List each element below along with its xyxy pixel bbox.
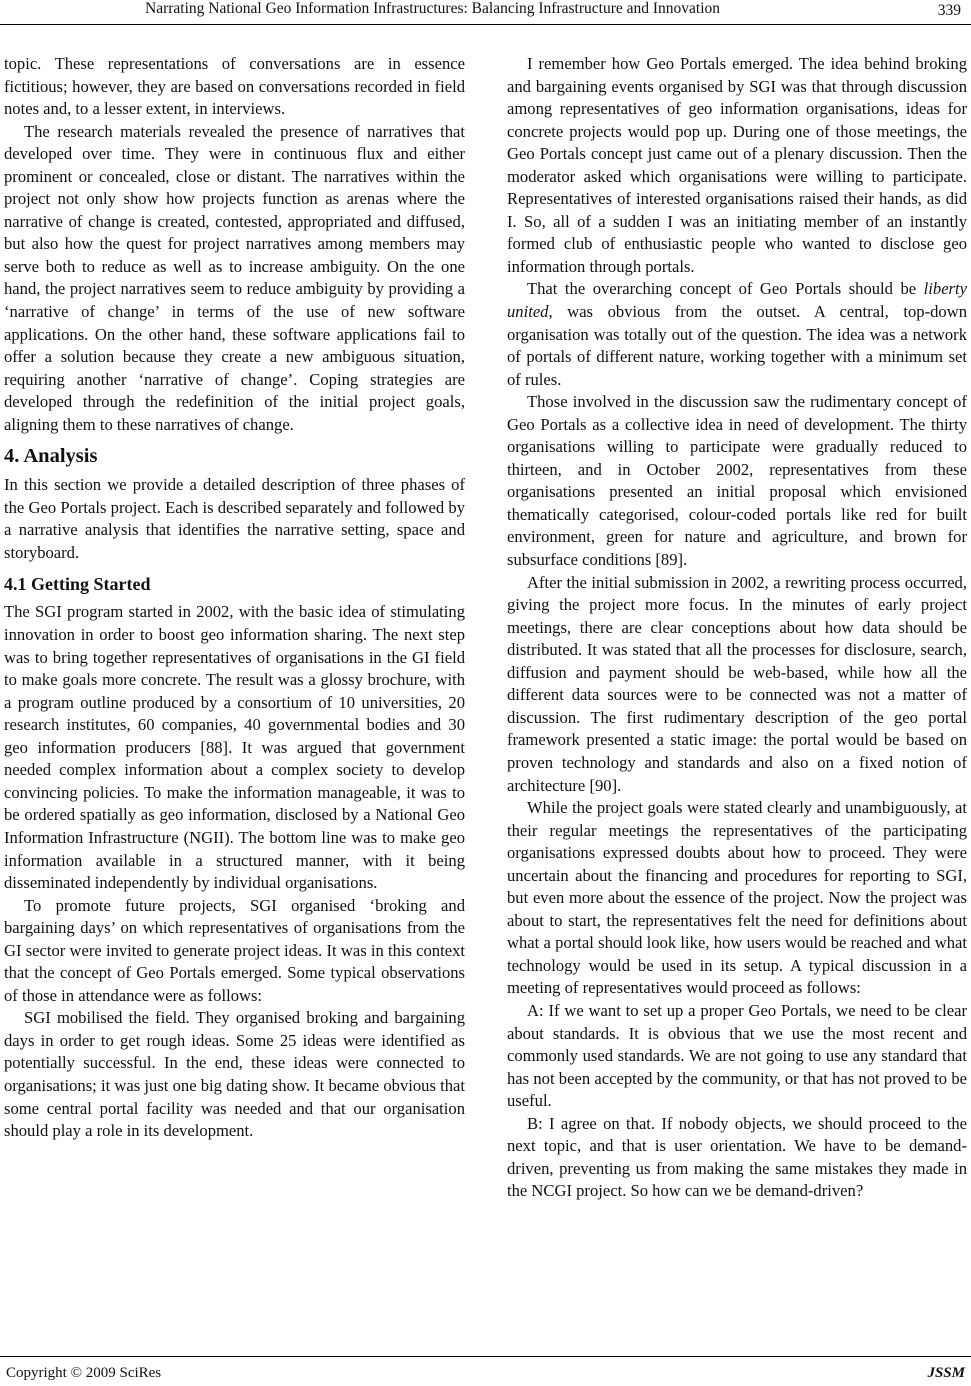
- subsection-heading-getting-started: 4.1 Getting Started: [4, 574, 151, 595]
- text-run: , was obvious from the outset. A central, top-down organisation was totally out of the question. The idea was a network of portals of different nature, working together with a minimum set of rules.: [507, 302, 967, 389]
- paragraph: topic. These representations of conversations are in essence fictitious; however, they are based on conversations recorded in field notes and, to a lesser extent, in interviews.: [4, 54, 465, 119]
- header-rule: [0, 24, 971, 25]
- paragraph: The research materials revealed the presence of narratives that developed over time. They were in continuous flux and either prominent or concealed, close or distant. The narratives within the project not only show how projects function as arenas where the narrative of change is created, contested, appropriated and diffused, but also how the quest for project narratives among members may serve both to reduce as well as to increase ambiguity. On the one hand, the project narratives seem to reduce ambiguity by providing a ‘narrative of change’ in terms of the use of new software applications. On the other hand, these software applications fail to offer a solution because they create a new ambiguous situation, requiring another ‘narrative of change’. Coping strategies are developed through the redefinition of the initial project goals, aligning them to these narratives of change.: [4, 121, 465, 434]
- journal-abbreviation: JSSM: [927, 1365, 965, 1381]
- dialogue-line-a: A: If we want to set up a proper Geo Portals, we need to be clear about standards. It is obvious that we use the most recent and commonly used standards. We are not going to use any standard that has not been accepted by the community, or that has not proved to be useful.: [507, 1000, 967, 1111]
- right-column: [507, 53, 967, 1203]
- section-heading-analysis: 4. Analysis: [4, 445, 98, 468]
- paragraph: While the project goals were stated clearly and unambiguously, at their regular meetings the representatives of the participating organisations expressed doubts about how to proceed. They were uncertain about the financing and procedures for reporting to SGI, but even more about the essence of the project. Now the project was about to start, the representatives felt the need for definitions about what a portal should look like, how users would be reached and what technology would be used in its setup. A typical discussion in a meeting of representatives would proceed as follows:: [507, 798, 967, 998]
- paragraph: In this section we provide a detailed description of three phases of the Geo Portals project. Each is described separately and followed by a narrative analysis that identifies the narrative setting, space and storyboard.: [4, 475, 465, 562]
- paragraph: To promote future projects, SGI organised ‘broking and bargaining days’ on which representatives of organisations from the GI sector were invited to generate project ideas. It was in this context that the concept of Geo Portals emerged. Some typical observations of those in attendance were as follows:: [4, 895, 465, 1005]
- footer-rule: [0, 1356, 971, 1357]
- paragraph: Those involved in the discussion saw the rudimentary concept of Geo Portals as a collective idea in need of development. The thirty organisations willing to participate were gradually reduced to thirteen, and in October 2002, representatives from these organisations presented an initial proposal which envisioned thematically categorised, colour-coded portals like red for built environment, green for nature and agriculture, and brown for subsurface conditions [89].: [507, 392, 967, 570]
- dialogue-line-b: B: I agree on that. If nobody objects, we should proceed to the next topic, and that is user orientation. We have to be demand-driven, preventing us from making the same mistakes they made in the NCGI project. So how can we be demand-driven?: [507, 1113, 967, 1201]
- quoted-observation: SGI mobilised the field. They organised broking and bargaining days in order to get rough ideas. Some 25 ideas were identified as potentially successful. In the end, these ideas were connected to organisations; it was just one big dating show. It became obvious that some central portal facility was needed and that our organisation should play a role in its development.: [4, 1008, 465, 1141]
- italic-phrase: liberty united: [507, 279, 967, 322]
- page-footer: [0, 1356, 971, 1386]
- running-title: Narrating National Geo Information Infrastructures: Balancing Infrastructure and Innovation: [145, 0, 721, 17]
- page-header: [0, 0, 971, 24]
- page-number: 339: [937, 2, 961, 19]
- paragraph: The SGI program started in 2002, with the basic idea of stimulating innovation in order to boost geo information sharing. The next step was to bring together representatives of organisations in the GI field to make goals more concrete. The result was a glossy brochure, with a program outline produced by a consortium of 10 universities, 20 research institutes, 60 companies, 40 governmental bodies and 30 geo information producers [88]. It was argued that government needed complex information about a complex society to develop convincing policies. To make the information manageable, it was to be ordered spatially as geo information, disclosed by a National Geo Information Infrastructure (NGII). The bottom line was to make geo information available in a structured manner, with it being disseminated independently by individual organisations.: [4, 602, 465, 893]
- quoted-observation: I remember how Geo Portals emerged. The idea behind broking and bargaining events organised by SGI was that through discussion among representatives of geo information organisations, ideas for concrete projects would pop up. During one of those meetings, the Geo Portals concept just came out of a plenary discussion. Then the moderator asked which organisations were willing to participate. Representatives of interested organisations raised their hands, as did I. So, all of a sudden I was an initiating member of an instantly formed club of enthusiastic people who wanted to disclose geo information through portals.: [507, 54, 967, 276]
- copyright-notice: Copyright © 2009 SciRes: [6, 1365, 162, 1381]
- paragraph: After the initial submission in 2002, a rewriting process occurred, giving the project more focus. In the minutes of early project meetings, there are clear conceptions about how data should be distributed. It was stated that all the processes for disclosure, search, diffusion and payment should be web-based, while how all the different data sources were to be connected was not a matter of discussion. The first rudimentary description of the geo portal framework presented a static image: the portal would be based on proven technology and standards and also on a fixed notion of architecture [90].: [507, 572, 967, 795]
- paragraph: [507, 278, 967, 391]
- left-column: [4, 53, 465, 1143]
- text-run: That the overarching concept of Geo Portals should be: [527, 279, 924, 299]
